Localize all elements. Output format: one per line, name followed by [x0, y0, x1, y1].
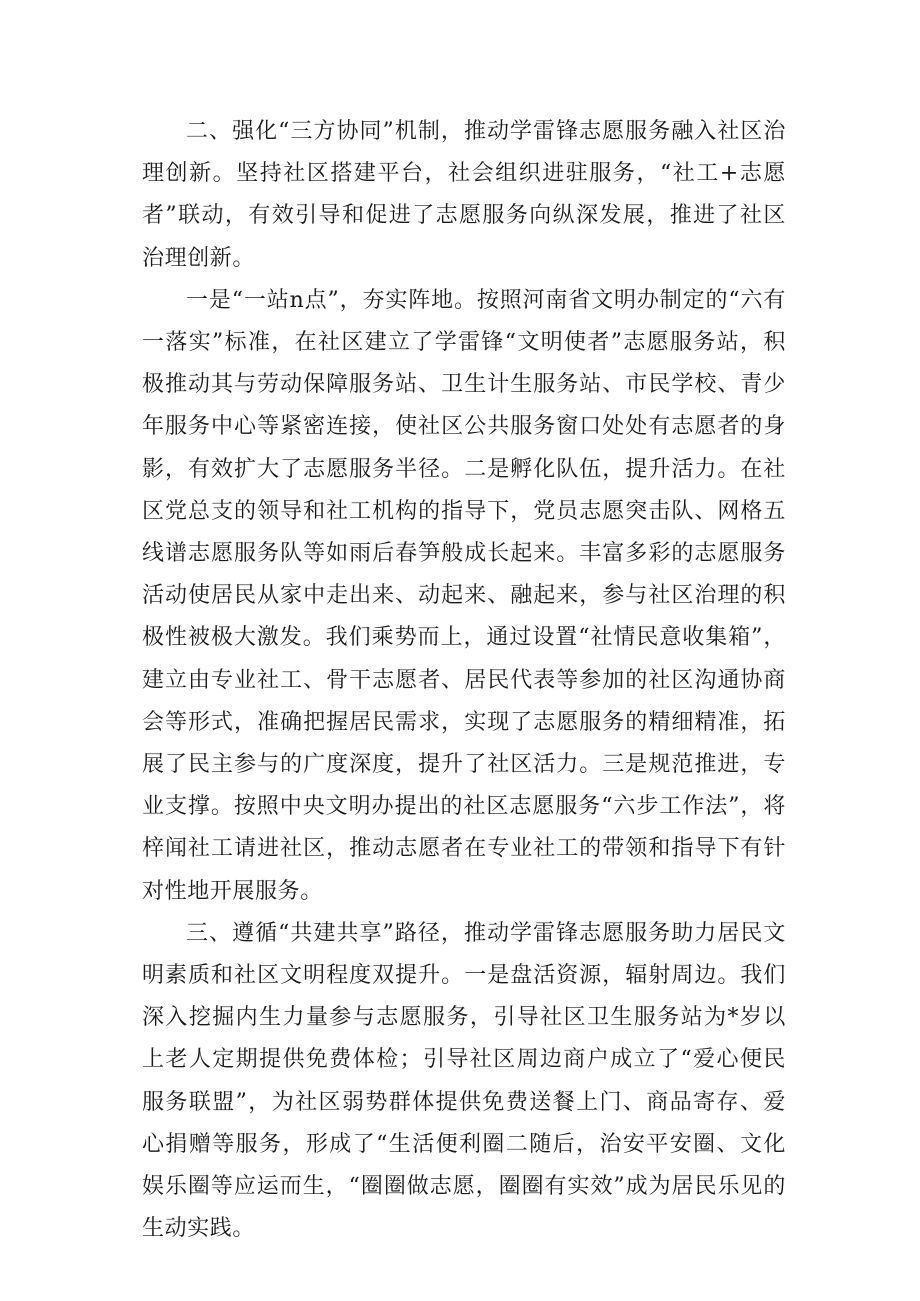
paragraph-1: 二、强化“三方协同”机制，推动学雷锋志愿服务融入社区治理创新。坚持社区搭建平台，社会组织进驻服务，“社工+志愿者”联动，有效引导和促进了志愿服务向纵深发展，推进了社区治理创新。: [142, 119, 786, 271]
document-body: [142, 111, 786, 1250]
paragraph-2: 一是“一站n点”，夯实阵地。按照河南省文明办制定的“六有一落实”标准，在社区建立了学雷锋“文明使者”志愿服务站，积极推动其与劳动保障服务站、卫生计生服务站、市民学校、青少年服务中心等紧密连接，使社区公共服务窗口处处有志愿者的身影，有效扩大了志愿服务半径。二是孵化队伍，提升活力。在社区党总支的领导和社工机构的指导下，党员志愿突击队、网格五线谱志愿服务队等如雨后春笋般成长起来。丰富多彩的志愿服务活动使居民从家中走出来、动起来、融起来，参与社区治理的积极性被极大激发。我们乘势而上，通过设置“社情民意收集箱”，建立由专业社工、骨干志愿者、居民代表等参加的社区沟通协商会等形式，准确把握居民需求，实现了志愿服务的精细精准，拓展了民主参与的广度深度，提升了社区活力。三是规范推进，专业支撑。按照中央文明办提出的社区志愿服务“六步工作法”，将梓闻社工请进社区，推动志愿者在专业社工的带领和指导下有针对性地开展服务。: [142, 287, 786, 904]
paragraph-3: 三、遵循“共建共享”路径，推动学雷锋志愿服务助力居民文明素质和社区文明程度双提升。一是盘活资源，辐射周边。我们深入挖掘内生力量参与志愿服务，引导社区卫生服务站为*岁以上老人定期提供免费体检；引导社区周边商户成立了“爱心便民服务联盟”，为社区弱势群体提供免费送餐上门、商品寄存、爱心捐赠等服务，形成了“生活便利圈二随后，治安平安圈、文化娱乐圈等应运而生，“圈圈做志愿，圈圈有实效”成为居民乐见的生动实践。: [142, 920, 786, 1242]
